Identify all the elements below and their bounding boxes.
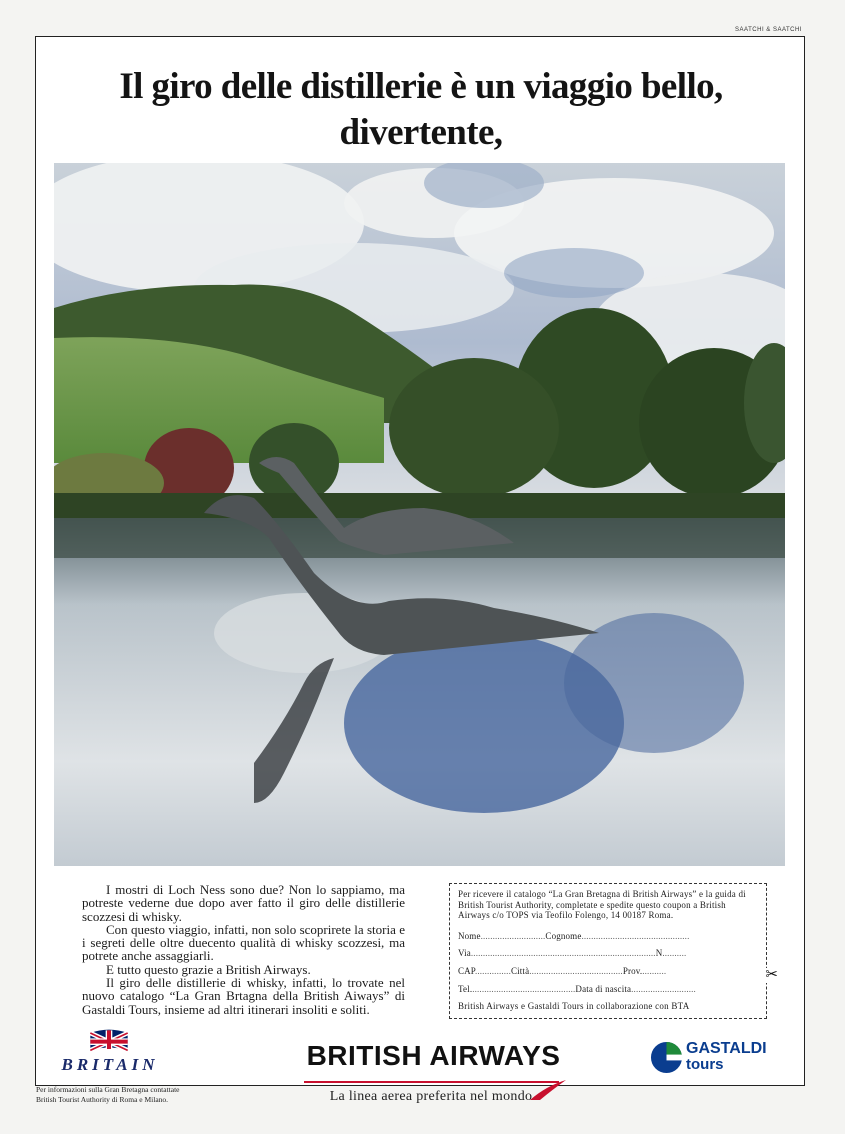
field-label-cap: CAP <box>458 965 475 976</box>
field-label-citta: Città <box>510 965 530 976</box>
field-label-prov: Prov. <box>622 965 643 976</box>
britain-logo <box>55 1024 165 1082</box>
gastaldi-tours-logo <box>633 1030 790 1082</box>
field-label-n: N <box>655 948 663 959</box>
field-n[interactable]: .......... <box>662 948 687 959</box>
field-nome[interactable]: ........................... <box>480 930 546 941</box>
scissors-icon: ✂ <box>765 967 778 983</box>
body-paragraph: Il giro delle distillerie di whisky, infatti, lo trovate nel nuovo catalogo “La Gran Brtagna della British Aiways” di Gastaldi Tours, insieme ad altri itinerari insoliti e soliti. <box>82 975 405 1017</box>
body-paragraph: E tutto questo grazie a British Airways. <box>106 961 311 977</box>
field-via[interactable]: ............................................................................. <box>470 948 656 959</box>
british-airways-logo <box>296 1040 571 1104</box>
loch-ness-photo <box>54 163 785 866</box>
headline-line-1: Il giro delle distillerie è un viaggio bello, divertente, <box>119 66 723 153</box>
coupon-footer: British Airways e Gastaldi Tours in collaborazione con BTA <box>458 1001 690 1012</box>
field-label-data-nascita: Data di nascita <box>575 983 632 994</box>
coupon-form <box>449 883 778 1019</box>
coupon-intro: Per ricevere il catalogo “La Gran Bretagna di British Airways” e la guida di British Tourist Authority, completate e spedite questo coupon a British Airways c/o TOPS via Teofilo Folengo, 14 00187 Roma. <box>458 889 746 921</box>
field-cap[interactable]: ............... <box>474 965 511 976</box>
body-paragraph: Con questo viaggio, infatti, non solo scoprirete la storia e i segreti delle oltre duecento qualità di whisky scozzesi, ma potrete anche assaggiarli. <box>82 921 405 964</box>
ba-red-rule <box>304 1081 559 1083</box>
britain-wordmark: BRITAIN <box>61 1055 159 1074</box>
info-note-line: Per informazioni sulla Gran Bretagna contattate <box>36 1085 180 1094</box>
field-cognome[interactable]: ............................................. <box>581 930 690 941</box>
gastaldi-globe-icon <box>650 1041 683 1074</box>
info-note <box>36 1085 296 1104</box>
body-copy <box>82 883 405 1016</box>
field-label-nome: Nome <box>458 930 481 941</box>
gastaldi-wordmark: GASTALDI <box>686 1040 767 1057</box>
field-label-via: Via <box>458 948 471 959</box>
coupon-row-address <box>458 948 758 959</box>
info-note-line: British Tourist Authority di Roma e Milano. <box>36 1094 169 1104</box>
gastaldi-tours-wordmark: tours <box>686 1056 724 1073</box>
field-label-cognome: Cognome <box>545 930 582 941</box>
field-prov[interactable]: .......... <box>642 965 667 976</box>
agency-credit: SAATCHI & SAATCHI <box>735 27 802 33</box>
field-label-tel: Tel. <box>458 983 473 994</box>
ba-tagline: La linea aerea preferita nel mondo <box>329 1089 533 1104</box>
union-jack-icon <box>89 1027 129 1055</box>
field-data-nascita[interactable]: ........................... <box>631 983 696 994</box>
coupon-row-name <box>458 931 758 942</box>
field-tel[interactable]: ........................................... <box>472 983 576 994</box>
body-paragraph: I mostri di Loch Ness sono due? Non lo sappiamo, ma potreste vederne due dopo aver fatto il giro delle distillerie scozzesi di whisky. <box>82 882 405 924</box>
ba-wordmark: BRITISH AIRWAYS <box>306 1040 561 1071</box>
coupon-row-contact <box>458 984 758 995</box>
coupon-row-city <box>458 966 758 977</box>
field-citta[interactable]: ....................................... <box>529 965 623 976</box>
